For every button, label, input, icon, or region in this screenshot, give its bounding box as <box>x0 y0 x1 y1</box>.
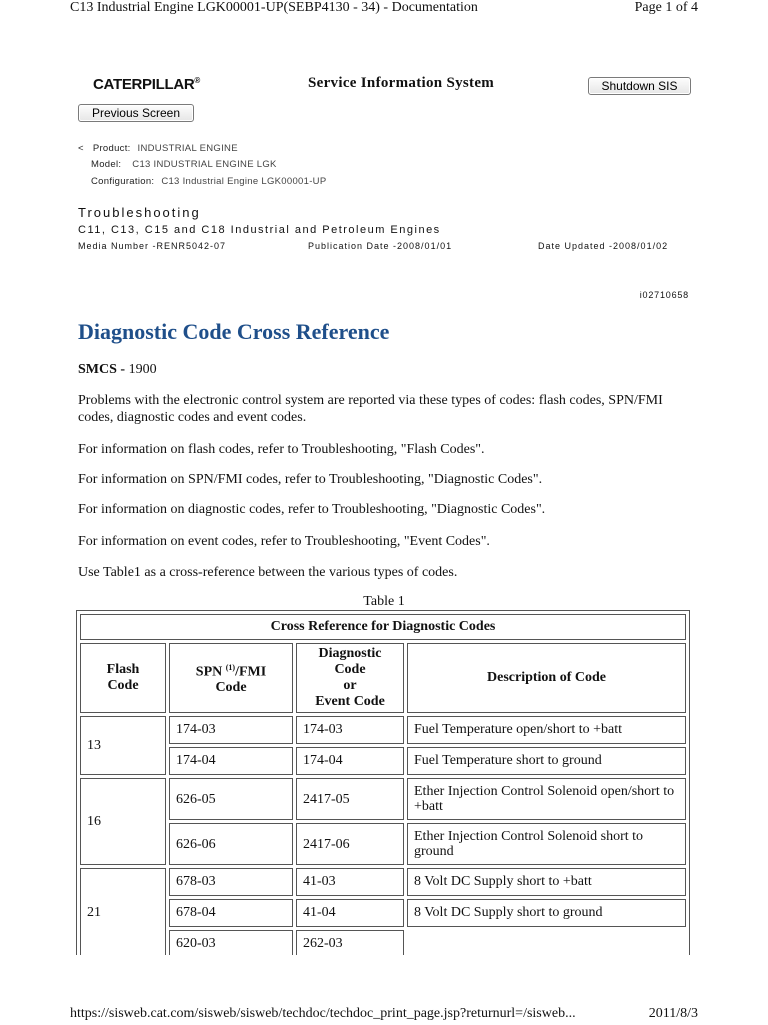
diag-cell: 174-04 <box>296 747 404 775</box>
paragraph-cross-reference: Use Table1 as a cross-reference between the various types of codes. <box>78 565 458 580</box>
back-chevron-icon[interactable]: < <box>78 143 84 154</box>
media-number: Media Number -RENR5042-07 <box>78 241 227 251</box>
spn-cell: 174-03 <box>169 716 293 744</box>
document-subtitle: C11, C13, C15 and C18 Industrial and Petroleum Engines <box>78 224 441 236</box>
spn-cell: 678-04 <box>169 899 293 927</box>
paragraph-code-types: Problems with the electronic control system are reported via these types of codes: flash codes, SPN/FMI codes, diagnostic codes and event codes. <box>78 393 663 425</box>
configuration-value: C13 Industrial Engine LGK00001-UP <box>161 176 327 187</box>
date-updated: Date Updated -2008/01/02 <box>538 241 669 251</box>
model-line <box>91 159 277 170</box>
shutdown-sis-button[interactable]: Shutdown SIS <box>588 77 691 95</box>
paragraph-diagnostic-codes: For information on diagnostic codes, refer to Troubleshooting, "Diagnostic Codes". <box>78 502 546 517</box>
print-footer-url: https://sisweb.cat.com/sisweb/sisweb/techdoc/techdoc_print_page.jsp?returnurl=/sisweb... <box>70 1006 576 1021</box>
publication-date: Publication Date -2008/01/01 <box>308 241 453 251</box>
table-header-row <box>80 643 686 713</box>
paragraph-spn-fmi-codes: For information on SPN/FMI codes, refer to Troubleshooting, "Diagnostic Codes". <box>78 472 543 487</box>
description-cell: Ether Injection Control Solenoid short to ground <box>407 823 686 865</box>
configuration-label: Configuration: <box>91 176 155 187</box>
product-line <box>78 143 238 154</box>
table-title-row <box>80 614 686 640</box>
diag-cell: 41-03 <box>296 868 404 896</box>
smcs-label: SMCS - <box>78 362 126 377</box>
diag-cell: 174-03 <box>296 716 404 744</box>
spn-cell: 678-03 <box>169 868 293 896</box>
diag-cell: 2417-06 <box>296 823 404 865</box>
header-description: Description of Code <box>407 643 686 713</box>
description-cell: Fuel Temperature open/short to +batt <box>407 716 686 744</box>
smcs-value: 1900 <box>128 362 157 377</box>
table-row <box>80 716 686 744</box>
paragraph-event-codes: For information on event codes, refer to Troubleshooting, "Event Codes". <box>78 534 490 549</box>
configuration-line <box>91 176 326 187</box>
cross-reference-table <box>76 610 690 1009</box>
table-row <box>80 747 686 775</box>
table-row <box>80 868 686 896</box>
spn-cell: 620-03 <box>169 930 293 958</box>
print-header <box>70 0 698 18</box>
table-row <box>80 930 686 958</box>
table-row <box>80 778 686 820</box>
model-label: Model: <box>91 159 122 170</box>
document-id: i02710658 <box>639 290 689 300</box>
diag-cell: 2417-05 <box>296 778 404 820</box>
caterpillar-logo: CATERPILLAR® <box>93 76 201 93</box>
smcs-line <box>78 362 157 378</box>
header-spn-fmi-code: SPN $^{(1)}$/FMI Code <box>169 643 293 713</box>
table-title: Cross Reference for Diagnostic Codes <box>80 614 686 640</box>
table-row <box>80 899 686 927</box>
diag-cell: 41-04 <box>296 899 404 927</box>
paragraph-flash-codes: For information on flash codes, refer to Troubleshooting, "Flash Codes". <box>78 442 485 457</box>
flash-code-cell: 13 <box>80 716 166 775</box>
table-row <box>80 823 686 865</box>
description-cell: 8 Volt DC Supply short to ground <box>407 899 686 927</box>
description-cell: Ether Injection Control Solenoid open/short to +batt <box>407 778 686 820</box>
product-value: INDUSTRIAL ENGINE <box>137 143 238 154</box>
previous-screen-button[interactable]: Previous Screen <box>78 104 194 122</box>
header-flash-code: Flash Code <box>80 643 166 713</box>
document-type: Troubleshooting <box>78 205 201 220</box>
page-title: Diagnostic Code Cross Reference <box>78 319 390 344</box>
flash-code-cell: 21 <box>80 868 166 958</box>
header-diagnostic-code: Diagnostic Code or Event Code <box>296 643 404 713</box>
description-cell: Fuel Temperature short to ground <box>407 747 686 775</box>
description-cell: 8 Volt DC Supply short to +batt <box>407 868 686 896</box>
description-cell <box>407 930 686 958</box>
print-page-number: Page 1 of 4 <box>634 0 698 15</box>
print-footer-date: 2011/8/3 <box>648 1006 698 1021</box>
product-label: Product: <box>92 143 131 154</box>
flash-code-cell: 16 <box>80 778 166 865</box>
model-value: C13 INDUSTRIAL ENGINE LGK <box>132 159 277 170</box>
print-doc-title: C13 Industrial Engine LGK00001-UP(SEBP4130 - 34) - Documentation <box>70 0 478 15</box>
sis-title: Service Information System <box>308 75 495 91</box>
spn-cell: 626-05 <box>169 778 293 820</box>
spn-cell: 626-06 <box>169 823 293 865</box>
spn-cell: 174-04 <box>169 747 293 775</box>
diag-cell: 262-03 <box>296 930 404 958</box>
table-caption: Table 1 <box>363 594 405 609</box>
